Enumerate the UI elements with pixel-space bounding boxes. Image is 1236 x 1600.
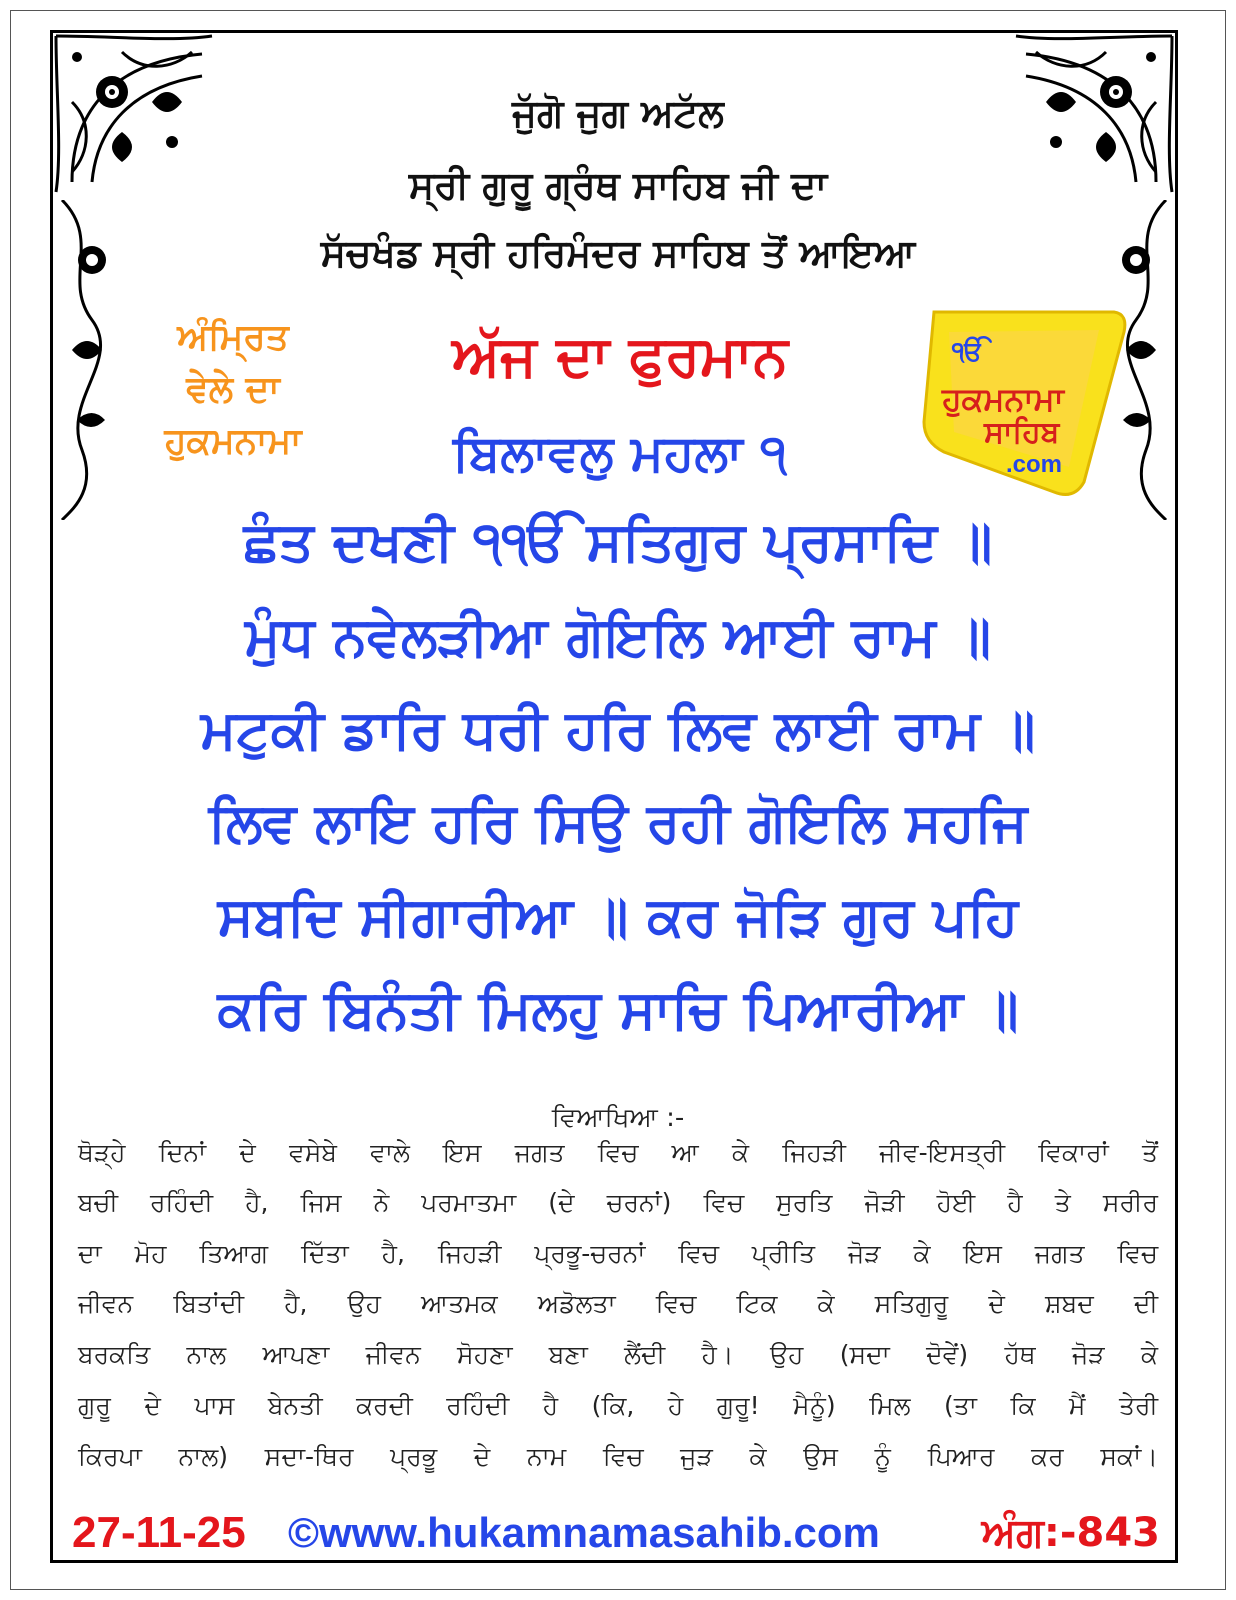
header-line-3: ਸੱਚਖੰਡ ਸ੍ਰੀ ਹਰਿਮੰਦਰ ਸਾਹਿਬ ਤੋਂ ਆਇਆ <box>320 231 916 275</box>
shabad-line-1: ਛੰਤ ਦਖਣੀ ੧ੴ ਸਤਿਗੁਰ ਪ੍ਰਸਾਦਿ ॥ <box>243 510 993 573</box>
vyakhya-line-4: ਜੀਵਨ ਬਿਤਾਂਦੀ ਹੈ, ਉਹ ਆਤਮਕ ਅਡੋਲਤਾ ਵਿਚ ਟਿਕ ਕੇ ਸਤਿਗੁਰੂ ਦੇ ਸ਼ਬਦ ਦੀ <box>78 1289 1158 1318</box>
shabad-line-3: ਮਟੁਕੀ ਡਾਰਿ ਧਰੀ ਹਰਿ ਲਿਵ ਲਾਈ ਰਾਮ ॥ <box>200 698 1036 761</box>
amrit-vele-badge <box>118 312 348 468</box>
website-link[interactable]: ©www.hukamnamasahib.com <box>288 1509 880 1556</box>
shabad-line-6: ਕਰਿ ਬਿਨੰਤੀ ਮਿਲਹੁ ਸਾਚਿ ਪਿਆਰੀਆ ॥ <box>217 978 1019 1041</box>
badge-line-3: ਹੁਕਮਨਾਮਾ <box>164 421 302 462</box>
badge-line-1: ਅੰਮ੍ਰਿਤ <box>177 317 289 358</box>
logo-line-3: .com <box>1006 451 1063 478</box>
vyakhya-line-5: ਬਰਕਤਿ ਨਾਲ ਆਪਣਾ ਜੀਵਨ ਸੋਹਣਾ ਬਣਾ ਲੈਂਦੀ ਹੈ। ਉਹ (ਸਦਾ ਦੋਵੇਂ) ਹੱਥ ਜੋੜ ਕੇ <box>78 1340 1158 1369</box>
header-line-2: ਸ੍ਰੀ ਗੁਰੂ ਗ੍ਰੰਥ ਸਾਹਿਬ ਜੀ ਦਾ <box>408 163 828 207</box>
logo-symbol: ੴ <box>952 337 984 367</box>
vyakhya-line-7: ਕਿਰਪਾ ਨਾਲ) ਸਦਾ-ਥਿਰ ਪ੍ਰਭੂ ਦੇ ਨਾਮ ਵਿਚ ਜੁੜ ਕੇ ਉਸ ਨੂੰ ਪਿਆਰ ਕਰ ਸਕਾਂ। <box>78 1442 1158 1471</box>
logo-line-2: ਸਾਹਿਬ <box>984 415 1060 450</box>
shabad-line-4: ਲਿਵ ਲਾਇ ਹਰਿ ਸਿਉ ਰਹੀ ਗੋਇਲਿ ਸਹਜਿ <box>208 791 1028 854</box>
vyakhya-line-2: ਬਚੀ ਰਹਿੰਦੀ ਹੈ, ਜਿਸ ਨੇ ਪਰਮਾਤਮਾ (ਦੇ ਚਰਨਾਂ) ਵਿਚ ਸੁਰਤਿ ਜੋੜੀ ਹੋਈ ਹੈ ਤੇ ਸਰੀਰ <box>78 1188 1158 1217</box>
page-title: ਅੱਜ ਦਾ ਫੁਰਮਾਨ <box>452 324 788 389</box>
raag-heading: ਬਿਲਾਵਲੁ ਮਹਲਾ ੧ <box>452 424 788 482</box>
footer <box>70 1505 1160 1561</box>
header-line-1: ਜੁੱਗੋ ਜੁਗ ਅਟੱਲ <box>512 91 724 135</box>
vyakhya-line-6: ਗੁਰੂ ਦੇ ਪਾਸ ਬੇਨਤੀ ਕਰਦੀ ਰਹਿੰਦੀ ਹੈ (ਕਿ, ਹੇ ਗੁਰੂ! ਮੈਨੂੰ) ਮਿਲ (ਤਾ ਕਿ ਮੈਂ ਤੇਰੀ <box>78 1391 1158 1420</box>
vyakhya-line-3: ਦਾ ਮੋਹ ਤਿਆਗ ਦਿੱਤਾ ਹੈ, ਜਿਹੜੀ ਪ੍ਰਭੂ-ਚਰਨਾਂ ਵਿਚ ਪ੍ਰੀਤਿ ਜੋੜ ਕੇ ਇਸ ਜਗਤ ਵਿਚ <box>78 1239 1158 1268</box>
logo-line-1: ਹੁਕਮਨਾਮਾ <box>942 380 1064 418</box>
vyakhya-heading: ਵਿਆਖਿਆ :- <box>551 1103 685 1133</box>
badge-line-2: ਵੇਲੇ ਦਾ <box>186 369 280 410</box>
date: 27-11-25 <box>72 1508 246 1557</box>
shabad-line-5: ਸਬਦਿ ਸੀਗਾਰੀਆ ॥ ਕਰ ਜੋੜਿ ਗੁਰ ਪਹਿ <box>217 885 1019 948</box>
hukamnama-sahib-logo <box>914 302 1134 502</box>
shabad-line-2: ਮੁੰਧ ਨਵੇਲੜੀਆ ਗੋਇਲਿ ਆਈ ਰਾਮ ॥ <box>245 605 991 668</box>
ang-number: ਅੰਗ:-843 <box>981 1510 1160 1556</box>
vyakhya-line-1: ਥੋੜ੍ਹੇ ਦਿਨਾਂ ਦੇ ਵਸੇਬੇ ਵਾਲੇ ਇਸ ਜਗਤ ਵਿਚ ਆ ਕੇ ਜਿਹੜੀ ਜੀਵ-ਇਸਤ੍ਰੀ ਵਿਕਾਰਾਂ ਤੋਂ <box>78 1138 1158 1167</box>
